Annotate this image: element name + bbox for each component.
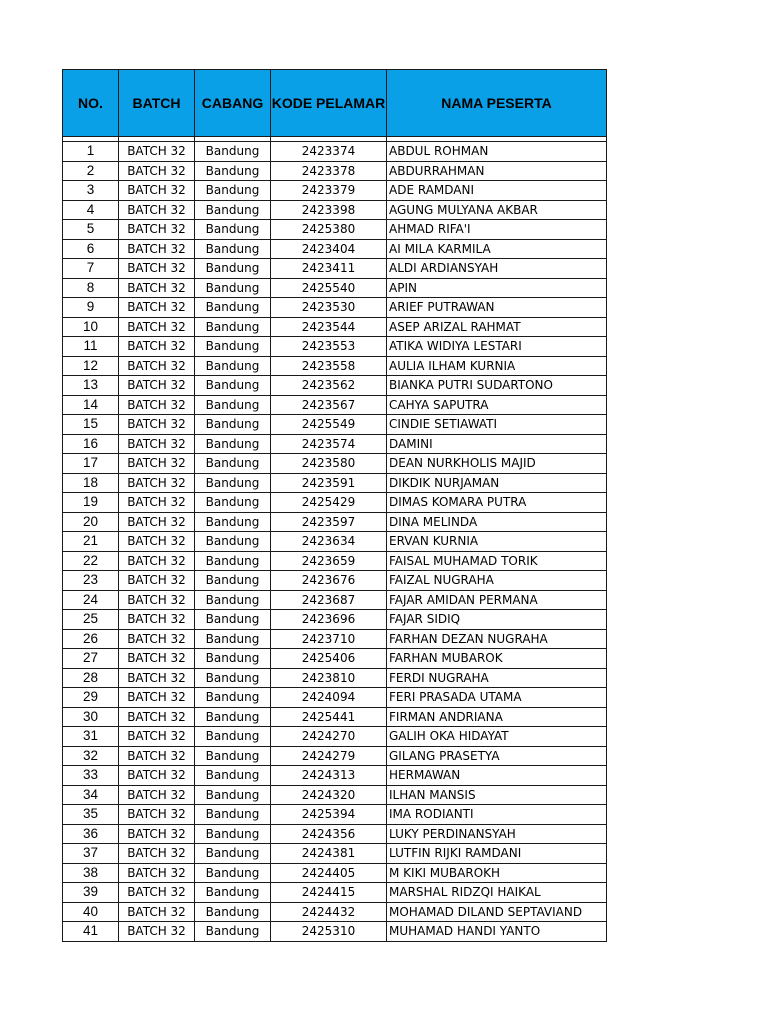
cell-nama-peserta: ARIEF PUTRAWAN bbox=[387, 298, 607, 318]
cell-batch: BATCH 32 bbox=[119, 512, 195, 532]
cell-cabang: Bandung bbox=[195, 532, 271, 552]
cell-nama-peserta: APIN bbox=[387, 278, 607, 298]
cell-batch: BATCH 32 bbox=[119, 434, 195, 454]
cell-kode-pelamar: 2425429 bbox=[271, 493, 387, 513]
table-row bbox=[63, 278, 607, 298]
cell-no: 20 bbox=[63, 512, 119, 532]
cell-no: 21 bbox=[63, 532, 119, 552]
cell-cabang: Bandung bbox=[195, 863, 271, 883]
cell-nama-peserta: ADE RAMDANI bbox=[387, 181, 607, 201]
participant-table bbox=[62, 69, 607, 942]
cell-batch: BATCH 32 bbox=[119, 493, 195, 513]
cell-nama-peserta: FAISAL MUHAMAD TORIK bbox=[387, 551, 607, 571]
cell-no: 11 bbox=[63, 337, 119, 357]
cell-nama-peserta: DINA MELINDA bbox=[387, 512, 607, 532]
cell-kode-pelamar: 2423378 bbox=[271, 161, 387, 181]
cell-no: 41 bbox=[63, 922, 119, 942]
cell-batch: BATCH 32 bbox=[119, 805, 195, 825]
table-row bbox=[63, 434, 607, 454]
cell-nama-peserta: IMA RODIANTI bbox=[387, 805, 607, 825]
cell-cabang: Bandung bbox=[195, 181, 271, 201]
cell-no: 17 bbox=[63, 454, 119, 474]
cell-cabang: Bandung bbox=[195, 395, 271, 415]
cell-cabang: Bandung bbox=[195, 454, 271, 474]
cell-cabang: Bandung bbox=[195, 571, 271, 591]
cell-cabang: Bandung bbox=[195, 883, 271, 903]
cell-nama-peserta: AGUNG MULYANA AKBAR bbox=[387, 200, 607, 220]
table-row bbox=[63, 317, 607, 337]
cell-kode-pelamar: 2423379 bbox=[271, 181, 387, 201]
table-row bbox=[63, 590, 607, 610]
cell-kode-pelamar: 2423567 bbox=[271, 395, 387, 415]
cell-batch: BATCH 32 bbox=[119, 922, 195, 942]
cell-cabang: Bandung bbox=[195, 766, 271, 786]
cell-no: 40 bbox=[63, 902, 119, 922]
table-row bbox=[63, 746, 607, 766]
cell-cabang: Bandung bbox=[195, 746, 271, 766]
cell-batch: BATCH 32 bbox=[119, 707, 195, 727]
cell-batch: BATCH 32 bbox=[119, 590, 195, 610]
cell-batch: BATCH 32 bbox=[119, 220, 195, 240]
cell-batch: BATCH 32 bbox=[119, 727, 195, 747]
cell-no: 12 bbox=[63, 356, 119, 376]
cell-batch: BATCH 32 bbox=[119, 844, 195, 864]
cell-batch: BATCH 32 bbox=[119, 317, 195, 337]
cell-no: 34 bbox=[63, 785, 119, 805]
cell-batch: BATCH 32 bbox=[119, 161, 195, 181]
cell-nama-peserta: ALDI ARDIANSYAH bbox=[387, 259, 607, 279]
cell-batch: BATCH 32 bbox=[119, 571, 195, 591]
cell-nama-peserta: ABDUL ROHMAN bbox=[387, 142, 607, 162]
cell-kode-pelamar: 2425441 bbox=[271, 707, 387, 727]
cell-kode-pelamar: 2424313 bbox=[271, 766, 387, 786]
table-row bbox=[63, 551, 607, 571]
cell-nama-peserta: AHMAD RIFA'I bbox=[387, 220, 607, 240]
cell-kode-pelamar: 2423404 bbox=[271, 239, 387, 259]
table-row bbox=[63, 415, 607, 435]
cell-batch: BATCH 32 bbox=[119, 298, 195, 318]
table-row bbox=[63, 239, 607, 259]
cell-cabang: Bandung bbox=[195, 902, 271, 922]
table-row bbox=[63, 805, 607, 825]
cell-no: 23 bbox=[63, 571, 119, 591]
cell-kode-pelamar: 2425394 bbox=[271, 805, 387, 825]
cell-nama-peserta: MOHAMAD DILAND SEPTAVIAND bbox=[387, 902, 607, 922]
cell-no: 30 bbox=[63, 707, 119, 727]
cell-nama-peserta: GILANG PRASETYA bbox=[387, 746, 607, 766]
cell-no: 26 bbox=[63, 629, 119, 649]
cell-cabang: Bandung bbox=[195, 317, 271, 337]
cell-no: 9 bbox=[63, 298, 119, 318]
header-row bbox=[63, 70, 607, 137]
table-row bbox=[63, 922, 607, 942]
table-row bbox=[63, 493, 607, 513]
cell-kode-pelamar: 2423530 bbox=[271, 298, 387, 318]
cell-batch: BATCH 32 bbox=[119, 395, 195, 415]
cell-batch: BATCH 32 bbox=[119, 883, 195, 903]
cell-nama-peserta: BIANKA PUTRI SUDARTONO bbox=[387, 376, 607, 396]
cell-kode-pelamar: 2424356 bbox=[271, 824, 387, 844]
cell-no: 27 bbox=[63, 649, 119, 669]
cell-nama-peserta: LUTFIN RIJKI RAMDANI bbox=[387, 844, 607, 864]
cell-kode-pelamar: 2423591 bbox=[271, 473, 387, 493]
cell-batch: BATCH 32 bbox=[119, 454, 195, 474]
cell-kode-pelamar: 2424405 bbox=[271, 863, 387, 883]
cell-no: 28 bbox=[63, 668, 119, 688]
table-row bbox=[63, 707, 607, 727]
header-no: NO. bbox=[63, 70, 119, 137]
cell-batch: BATCH 32 bbox=[119, 200, 195, 220]
cell-cabang: Bandung bbox=[195, 707, 271, 727]
cell-no: 19 bbox=[63, 493, 119, 513]
table-row bbox=[63, 512, 607, 532]
table-row bbox=[63, 337, 607, 357]
cell-nama-peserta: ATIKA WIDIYA LESTARI bbox=[387, 337, 607, 357]
cell-batch: BATCH 32 bbox=[119, 668, 195, 688]
cell-no: 3 bbox=[63, 181, 119, 201]
cell-no: 38 bbox=[63, 863, 119, 883]
cell-cabang: Bandung bbox=[195, 590, 271, 610]
cell-kode-pelamar: 2425406 bbox=[271, 649, 387, 669]
cell-kode-pelamar: 2423659 bbox=[271, 551, 387, 571]
cell-nama-peserta: FERI PRASADA UTAMA bbox=[387, 688, 607, 708]
cell-batch: BATCH 32 bbox=[119, 376, 195, 396]
cell-nama-peserta: MARSHAL RIDZQI HAIKAL bbox=[387, 883, 607, 903]
cell-cabang: Bandung bbox=[195, 415, 271, 435]
header-nama-peserta: NAMA PESERTA bbox=[387, 70, 607, 137]
cell-no: 4 bbox=[63, 200, 119, 220]
table-row bbox=[63, 220, 607, 240]
cell-nama-peserta: DEAN NURKHOLIS MAJID bbox=[387, 454, 607, 474]
cell-kode-pelamar: 2424279 bbox=[271, 746, 387, 766]
cell-batch: BATCH 32 bbox=[119, 746, 195, 766]
cell-cabang: Bandung bbox=[195, 259, 271, 279]
table-row bbox=[63, 863, 607, 883]
cell-no: 18 bbox=[63, 473, 119, 493]
table-row bbox=[63, 785, 607, 805]
cell-cabang: Bandung bbox=[195, 473, 271, 493]
cell-cabang: Bandung bbox=[195, 298, 271, 318]
cell-no: 13 bbox=[63, 376, 119, 396]
cell-cabang: Bandung bbox=[195, 551, 271, 571]
cell-no: 10 bbox=[63, 317, 119, 337]
cell-cabang: Bandung bbox=[195, 220, 271, 240]
table-row bbox=[63, 844, 607, 864]
cell-no: 36 bbox=[63, 824, 119, 844]
cell-kode-pelamar: 2424270 bbox=[271, 727, 387, 747]
table-row bbox=[63, 902, 607, 922]
cell-cabang: Bandung bbox=[195, 649, 271, 669]
table-row bbox=[63, 395, 607, 415]
cell-nama-peserta: DAMINI bbox=[387, 434, 607, 454]
cell-cabang: Bandung bbox=[195, 844, 271, 864]
cell-batch: BATCH 32 bbox=[119, 551, 195, 571]
cell-no: 2 bbox=[63, 161, 119, 181]
cell-nama-peserta: ASEP ARIZAL RAHMAT bbox=[387, 317, 607, 337]
cell-no: 35 bbox=[63, 805, 119, 825]
cell-batch: BATCH 32 bbox=[119, 337, 195, 357]
header-cabang: CABANG bbox=[195, 70, 271, 137]
cell-nama-peserta: CINDIE SETIAWATI bbox=[387, 415, 607, 435]
cell-no: 24 bbox=[63, 590, 119, 610]
cell-cabang: Bandung bbox=[195, 727, 271, 747]
cell-nama-peserta: ILHAN MANSIS bbox=[387, 785, 607, 805]
table-row bbox=[63, 766, 607, 786]
cell-cabang: Bandung bbox=[195, 161, 271, 181]
cell-nama-peserta: AI MILA KARMILA bbox=[387, 239, 607, 259]
cell-batch: BATCH 32 bbox=[119, 181, 195, 201]
cell-nama-peserta: DIMAS KOMARA PUTRA bbox=[387, 493, 607, 513]
table-row bbox=[63, 532, 607, 552]
cell-no: 6 bbox=[63, 239, 119, 259]
cell-kode-pelamar: 2423696 bbox=[271, 610, 387, 630]
cell-nama-peserta: GALIH OKA HIDAYAT bbox=[387, 727, 607, 747]
cell-kode-pelamar: 2424094 bbox=[271, 688, 387, 708]
cell-kode-pelamar: 2423558 bbox=[271, 356, 387, 376]
table-row bbox=[63, 727, 607, 747]
cell-no: 39 bbox=[63, 883, 119, 903]
cell-cabang: Bandung bbox=[195, 142, 271, 162]
cell-kode-pelamar: 2424320 bbox=[271, 785, 387, 805]
cell-nama-peserta: ABDURRAHMAN bbox=[387, 161, 607, 181]
cell-batch: BATCH 32 bbox=[119, 766, 195, 786]
cell-kode-pelamar: 2423597 bbox=[271, 512, 387, 532]
table-row bbox=[63, 649, 607, 669]
cell-cabang: Bandung bbox=[195, 668, 271, 688]
cell-kode-pelamar: 2423562 bbox=[271, 376, 387, 396]
table-row bbox=[63, 259, 607, 279]
cell-no: 14 bbox=[63, 395, 119, 415]
cell-no: 1 bbox=[63, 142, 119, 162]
cell-nama-peserta: MUHAMAD HANDI YANTO bbox=[387, 922, 607, 942]
cell-cabang: Bandung bbox=[195, 493, 271, 513]
cell-nama-peserta: FAJAR AMIDAN PERMANA bbox=[387, 590, 607, 610]
table-row bbox=[63, 376, 607, 396]
cell-no: 32 bbox=[63, 746, 119, 766]
cell-no: 5 bbox=[63, 220, 119, 240]
cell-batch: BATCH 32 bbox=[119, 902, 195, 922]
cell-kode-pelamar: 2425540 bbox=[271, 278, 387, 298]
cell-batch: BATCH 32 bbox=[119, 415, 195, 435]
cell-no: 7 bbox=[63, 259, 119, 279]
cell-cabang: Bandung bbox=[195, 922, 271, 942]
table-row bbox=[63, 200, 607, 220]
cell-nama-peserta: DIKDIK NURJAMAN bbox=[387, 473, 607, 493]
table-row bbox=[63, 610, 607, 630]
cell-kode-pelamar: 2423544 bbox=[271, 317, 387, 337]
cell-cabang: Bandung bbox=[195, 356, 271, 376]
cell-nama-peserta: HERMAWAN bbox=[387, 766, 607, 786]
cell-kode-pelamar: 2423398 bbox=[271, 200, 387, 220]
cell-nama-peserta: CAHYA SAPUTRA bbox=[387, 395, 607, 415]
cell-no: 15 bbox=[63, 415, 119, 435]
cell-batch: BATCH 32 bbox=[119, 239, 195, 259]
cell-kode-pelamar: 2423580 bbox=[271, 454, 387, 474]
cell-nama-peserta: FARHAN MUBAROK bbox=[387, 649, 607, 669]
cell-batch: BATCH 32 bbox=[119, 863, 195, 883]
cell-kode-pelamar: 2424415 bbox=[271, 883, 387, 903]
cell-nama-peserta: FIRMAN ANDRIANA bbox=[387, 707, 607, 727]
cell-cabang: Bandung bbox=[195, 824, 271, 844]
cell-kode-pelamar: 2423574 bbox=[271, 434, 387, 454]
cell-kode-pelamar: 2423687 bbox=[271, 590, 387, 610]
table-row bbox=[63, 356, 607, 376]
cell-kode-pelamar: 2425380 bbox=[271, 220, 387, 240]
cell-no: 33 bbox=[63, 766, 119, 786]
cell-no: 31 bbox=[63, 727, 119, 747]
table-row bbox=[63, 142, 607, 162]
cell-batch: BATCH 32 bbox=[119, 688, 195, 708]
table-row bbox=[63, 298, 607, 318]
header-kode-pelamar: KODE PELAMAR bbox=[271, 70, 387, 137]
cell-kode-pelamar: 2423411 bbox=[271, 259, 387, 279]
cell-batch: BATCH 32 bbox=[119, 473, 195, 493]
cell-batch: BATCH 32 bbox=[119, 785, 195, 805]
participant-sheet bbox=[62, 69, 607, 942]
table-row bbox=[63, 181, 607, 201]
cell-batch: BATCH 32 bbox=[119, 629, 195, 649]
cell-kode-pelamar: 2423634 bbox=[271, 532, 387, 552]
cell-kode-pelamar: 2423710 bbox=[271, 629, 387, 649]
cell-nama-peserta: FAJAR SIDIQ bbox=[387, 610, 607, 630]
cell-nama-peserta: AULIA ILHAM KURNIA bbox=[387, 356, 607, 376]
cell-kode-pelamar: 2423676 bbox=[271, 571, 387, 591]
cell-cabang: Bandung bbox=[195, 785, 271, 805]
cell-nama-peserta: FERDI NUGRAHA bbox=[387, 668, 607, 688]
cell-cabang: Bandung bbox=[195, 629, 271, 649]
table-row bbox=[63, 473, 607, 493]
cell-batch: BATCH 32 bbox=[119, 532, 195, 552]
cell-cabang: Bandung bbox=[195, 239, 271, 259]
cell-no: 22 bbox=[63, 551, 119, 571]
cell-batch: BATCH 32 bbox=[119, 259, 195, 279]
cell-batch: BATCH 32 bbox=[119, 142, 195, 162]
cell-cabang: Bandung bbox=[195, 200, 271, 220]
cell-cabang: Bandung bbox=[195, 688, 271, 708]
table-row bbox=[63, 688, 607, 708]
cell-nama-peserta: FARHAN DEZAN NUGRAHA bbox=[387, 629, 607, 649]
cell-nama-peserta: LUKY PERDINANSYAH bbox=[387, 824, 607, 844]
cell-cabang: Bandung bbox=[195, 278, 271, 298]
table-body bbox=[63, 137, 607, 942]
table-header bbox=[63, 70, 607, 137]
table-row bbox=[63, 668, 607, 688]
cell-kode-pelamar: 2423810 bbox=[271, 668, 387, 688]
cell-batch: BATCH 32 bbox=[119, 824, 195, 844]
cell-cabang: Bandung bbox=[195, 337, 271, 357]
cell-nama-peserta: ERVAN KURNIA bbox=[387, 532, 607, 552]
cell-kode-pelamar: 2424381 bbox=[271, 844, 387, 864]
cell-cabang: Bandung bbox=[195, 805, 271, 825]
cell-batch: BATCH 32 bbox=[119, 649, 195, 669]
cell-no: 25 bbox=[63, 610, 119, 630]
cell-cabang: Bandung bbox=[195, 512, 271, 532]
cell-kode-pelamar: 2425549 bbox=[271, 415, 387, 435]
cell-nama-peserta: M KIKI MUBAROKH bbox=[387, 863, 607, 883]
cell-no: 8 bbox=[63, 278, 119, 298]
cell-cabang: Bandung bbox=[195, 434, 271, 454]
cell-cabang: Bandung bbox=[195, 376, 271, 396]
cell-batch: BATCH 32 bbox=[119, 278, 195, 298]
cell-no: 29 bbox=[63, 688, 119, 708]
table-row bbox=[63, 629, 607, 649]
cell-kode-pelamar: 2424432 bbox=[271, 902, 387, 922]
cell-nama-peserta: FAIZAL NUGRAHA bbox=[387, 571, 607, 591]
table-row bbox=[63, 571, 607, 591]
table-row bbox=[63, 454, 607, 474]
cell-kode-pelamar: 2423374 bbox=[271, 142, 387, 162]
cell-batch: BATCH 32 bbox=[119, 610, 195, 630]
cell-no: 37 bbox=[63, 844, 119, 864]
cell-kode-pelamar: 2425310 bbox=[271, 922, 387, 942]
cell-cabang: Bandung bbox=[195, 610, 271, 630]
header-batch: BATCH bbox=[119, 70, 195, 137]
table-row bbox=[63, 824, 607, 844]
table-row bbox=[63, 161, 607, 181]
cell-no: 16 bbox=[63, 434, 119, 454]
table-row bbox=[63, 883, 607, 903]
cell-kode-pelamar: 2423553 bbox=[271, 337, 387, 357]
cell-batch: BATCH 32 bbox=[119, 356, 195, 376]
